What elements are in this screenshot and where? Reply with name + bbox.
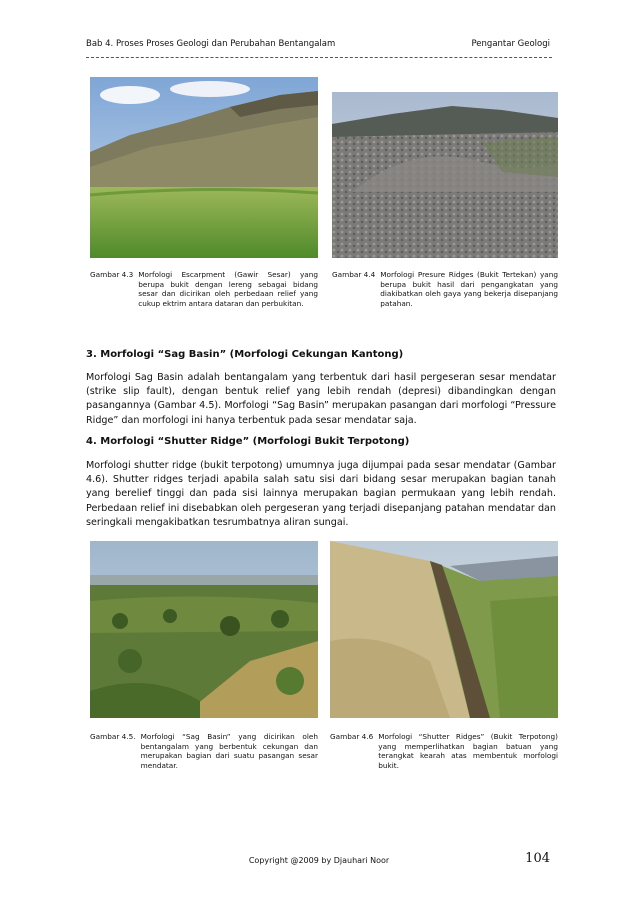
caption-fig-4-4 <box>332 270 558 308</box>
caption-label: Gambar 4.6 <box>330 732 374 741</box>
photo-escarpment <box>90 77 318 258</box>
photo-shutter-ridge <box>330 541 558 718</box>
caption-label: Gambar 4.4 <box>332 270 376 279</box>
section-4-heading: 4. Morfologi “Shutter Ridge” (Morfologi Bukit Terpotong) <box>86 436 410 447</box>
caption-label: Gambar 4.3 <box>90 270 134 279</box>
photo-pressure-ridges <box>332 92 558 258</box>
section-3-heading: 3. Morfologi “Sag Basin” (Morfologi Cekungan Kantong) <box>86 349 404 360</box>
caption-fig-4-5 <box>90 732 318 770</box>
caption-fig-4-6 <box>330 732 558 770</box>
header-rule <box>86 57 552 58</box>
caption-text: Morfologi “Sag Basin” yang dicirikan oleh bentangalam yang berbentuk cekungan dan merupakan bagian dari suatu pasangan sesar mendatar. <box>140 732 318 770</box>
photo-sag-basin <box>90 541 318 718</box>
section-3-body: Morfologi Sag Basin adalah bentangalam yang terbentuk dari hasil pergeseran sesar mendatar (strike slip fault), dengan bentuk relief yang lebih rendah (depresi) dibandingkan dengan pasangannya (Gambar 4.5). Morfologi “Sag Basin” merupakan pasangan dari morfologi “Pressure Ridge” dan morfologi ini hanya terbentuk pada sesar mendatar saja. <box>86 372 556 426</box>
caption-label: Gambar 4.5. <box>90 732 136 741</box>
caption-text: Morfologi “Shutter Ridges” (Bukit Terpotong) yang memperlihatkan bagian batuan yang terangkat kearah atas membentuk morfologi bukit. <box>378 732 558 770</box>
running-header-right: Pengantar Geologi <box>471 39 550 49</box>
section-4-body: Morfologi shutter ridge (bukit terpotong) umumnya juga dijumpai pada sesar mendatar (Gambar 4.6). Shutter ridges terjadi apabila salah satu sisi dari bidang sesar merupakan bagian tanah yang berelief tinggi dan pada sisi lainnya merupakan bagian permukaan yang lebih rendah. Perbedaan relief ini disebabkan oleh pergeseran yang terjadi disepanjang patahan mendatar dan seringkali mengakibatkan tesrumbatnya aliran sungai. <box>86 460 556 528</box>
running-header-left: Bab 4. Proses Proses Geologi dan Perubahan Bentangalam <box>86 39 336 49</box>
caption-text: Morfologi Escarpment (Gawir Sesar) yang berupa bukit dengan lereng sebagai bidang sesar dan dicirikan oleh perbedaan relief yang cukup ektrim antara dataran dan perbukitan. <box>138 270 318 308</box>
caption-fig-4-3 <box>90 270 318 308</box>
caption-text: Morfologi Presure Ridges (Bukit Tertekan) yang berupa bukit hasil dari pengangkatan yang diakibatkan oleh gaya yang bekerja disepanjang patahan. <box>380 270 558 308</box>
page-number: 104 <box>525 851 550 866</box>
footer-copyright: Copyright @2009 by Djauhari Noor <box>248 856 390 865</box>
